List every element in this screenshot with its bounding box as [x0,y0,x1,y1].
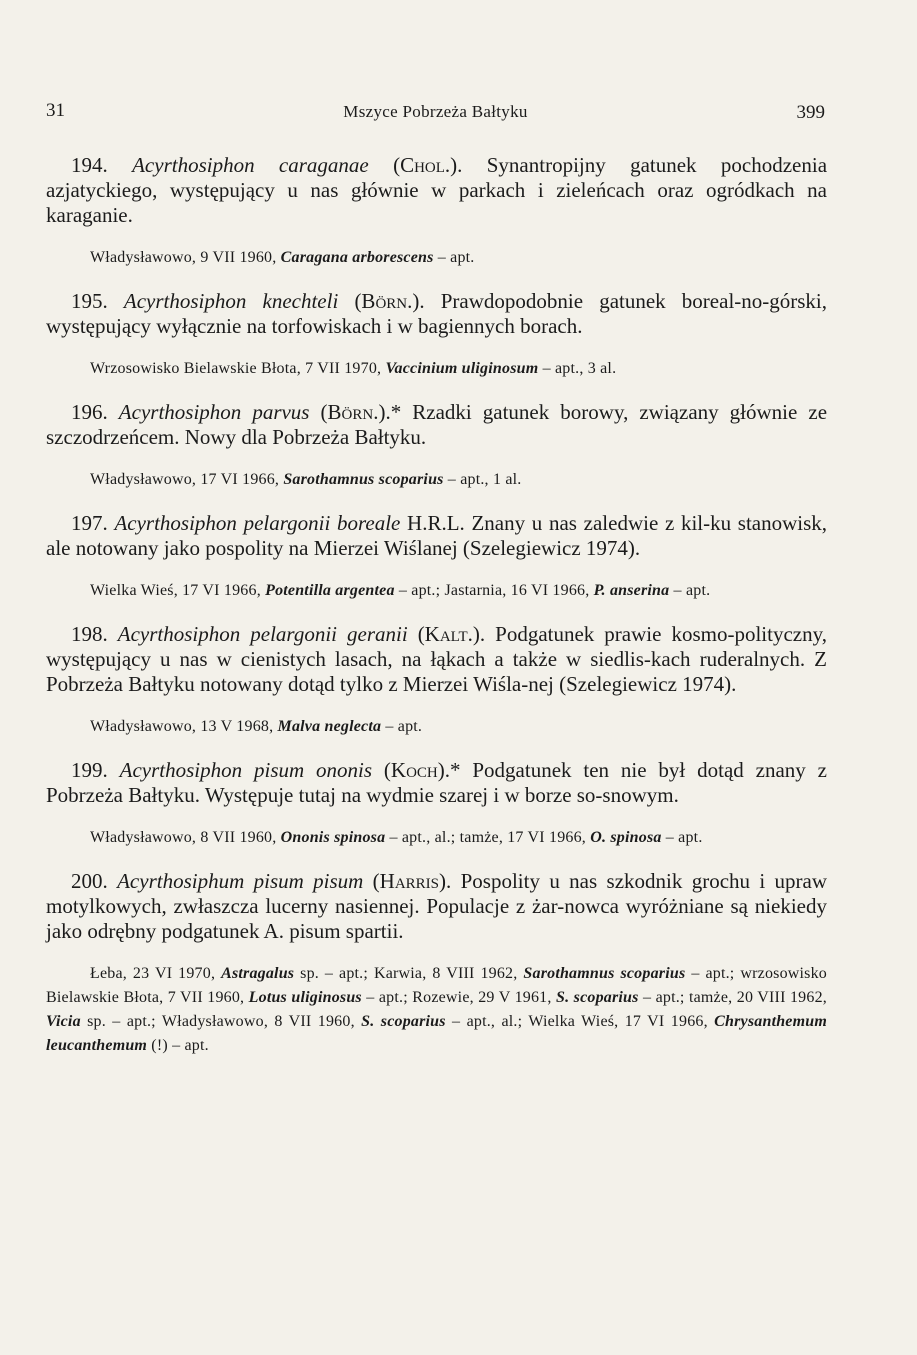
host-plant: Lotus uliginosus [248,989,362,1006]
locality-note: – apt., 3 al. [538,360,617,377]
page-number: 399 [796,102,825,123]
species-description: Znany u nas zaledwie z kil-ku stanowisk, ale notowany jako pospolity na Mierzei Wiślanej (Szelegiewicz 1974). [46,511,828,560]
locality-note: sp. – apt.; Władysławowo, 8 VII 1960, [80,1013,362,1030]
species-paragraph [46,758,827,808]
locality-record [46,826,827,850]
locality-record [46,715,827,739]
locality-note: – apt. [669,582,711,599]
locality-note: – apt., 1 al. [443,471,522,488]
species-paragraph [46,153,827,228]
locality-note: – apt. [433,249,475,266]
entry-number: 198. [71,622,108,646]
species-description: Podgatunek prawie kosmo-polityczny, występujący u nas w cienistych lasach, na łąkach a także w siedlis-kach ruderalnych. Z Pobrzeża Bałtyku notowany dotąd tylko z Mierzei Wiśla-nej (Szelegiewicz 1974). [46,622,827,696]
entry-number: 197. [71,511,108,535]
species-name: Acyrthosiphum pisum pisum [117,869,364,893]
host-plant: S. scoparius [555,989,639,1006]
host-plant: Astragalus [221,965,295,982]
species-entry [46,869,827,1058]
locality-record [46,246,827,270]
locality-text: Władysławowo, 8 VII 1960, [90,829,281,846]
species-author: H.R.L. [407,511,465,535]
species-description: Podgatunek ten nie był dotąd znany z Pobrzeża Bałtyku. Występuje tutaj na wydmie szarej i w borze so-snowym. [46,758,828,807]
host-plant: Potentilla argentea [265,582,395,599]
host-plant: O. spinosa [590,829,662,846]
locality-note: sp. – apt.; Karwia, 8 VIII 1962, [294,965,524,982]
locality-note: (!) – apt. [147,1037,209,1054]
host-plant: Ononis spinosa [280,829,386,846]
species-name: Acyrthosiphon pelargonii geranii [117,622,408,646]
entry-number: 199. [71,758,108,782]
locality-note: – apt.; wrzosowisko Bielawskie Błota, 7 VII 1960, [46,965,827,1006]
locality-note: – apt.; tamże, 20 VIII 1962, [638,989,827,1006]
species-name: Acyrthosiphon pisum ononis [119,758,373,782]
section-number: 31 [46,100,65,121]
species-author: (Börn.). [354,289,425,313]
species-description: Rzadki gatunek borowy, związany głównie ze szczodrzeńcem. Nowy dla Pobrzeża Bałtyku. [46,400,828,449]
entry-number: 200. [71,869,108,893]
species-author: (Koch).* [383,758,461,782]
host-plant: Vaccinium uliginosum [385,360,539,377]
locality-note: – apt.; Rozewie, 29 V 1961, [361,989,556,1006]
species-entry [46,400,827,492]
species-description: Prawdopodobnie gatunek boreal-no-górski, występujący wyłącznie na torfowiskach i w bagiennych borach. [46,289,828,338]
host-plant: P. anserina [593,582,670,599]
species-author: (Börn.).* [320,400,402,424]
species-paragraph [46,400,827,450]
locality-note: – apt., al.; Wielka Wieś, 17 VI 1966, [445,1013,715,1030]
locality-note: – apt. [381,718,423,735]
host-plant: Sarothamnus scoparius [523,965,686,982]
locality-text: Władysławowo, 17 VI 1966, [90,471,284,488]
species-name: Acyrthosiphon parvus [118,400,310,424]
locality-text: Władysławowo, 13 V 1968, [90,718,278,735]
locality-record [46,468,827,492]
species-paragraph [46,869,827,944]
host-plant: Malva neglecta [277,718,382,735]
species-description: Pospolity u nas szkodnik grochu i upraw motylkowych, zwłaszcza lucerny nasiennej. Populacje z żar-nowca wyróżniane są niekiedy jako odrębny podgatunek A. pisum spartii. [46,869,828,943]
species-entry [46,622,827,739]
locality-text: Władysławowo, 9 VII 1960, [90,249,281,266]
locality-record [46,579,827,603]
host-plant: Caragana arborescens [280,249,434,266]
species-entry [46,289,827,381]
page-body [46,153,827,1077]
species-name: Acyrthosiphon pelargonii boreale [114,511,401,535]
locality-note: – apt. [661,829,703,846]
running-title: Mszyce Pobrzeża Bałtyku [343,102,528,121]
species-paragraph [46,511,827,561]
locality-record [46,962,827,1058]
locality-text: Łeba, 23 VI 1970, [90,965,222,982]
host-plant: S. scoparius [361,1013,446,1030]
page-header [46,100,825,126]
species-paragraph [46,622,827,697]
species-author: (Harris). [372,869,452,893]
species-author: (Chol.). [393,153,463,177]
host-plant: Sarothamnus scoparius [283,471,444,488]
species-name: Acyrthosiphon knechteli [123,289,339,313]
locality-record [46,357,827,381]
entry-number: 196. [71,400,108,424]
species-author: (Kalt.). [417,622,486,646]
species-description: Synantropijny gatunek pochodzenia azjatyckiego, występujący u nas głównie w parkach i zieleńcach oraz ogródkach na karaganie. [46,153,828,227]
entry-number: 194. [71,153,108,177]
species-entry [46,153,827,270]
locality-text: Wrzosowisko Bielawskie Błota, 7 VII 1970, [90,360,386,377]
species-entry [46,758,827,850]
host-plant: Chrysanthemum leucanthemum [46,1013,827,1054]
entry-number: 195. [71,289,108,313]
locality-note: – apt.; Jastarnia, 16 VI 1966, [394,582,594,599]
host-plant: Vicia [46,1013,81,1030]
species-entry [46,511,827,603]
locality-note: – apt., al.; tamże, 17 VI 1966, [385,829,591,846]
species-paragraph [46,289,827,339]
species-name: Acyrthosiphon caraganae [132,153,369,177]
locality-text: Wielka Wieś, 17 VI 1966, [90,582,266,599]
